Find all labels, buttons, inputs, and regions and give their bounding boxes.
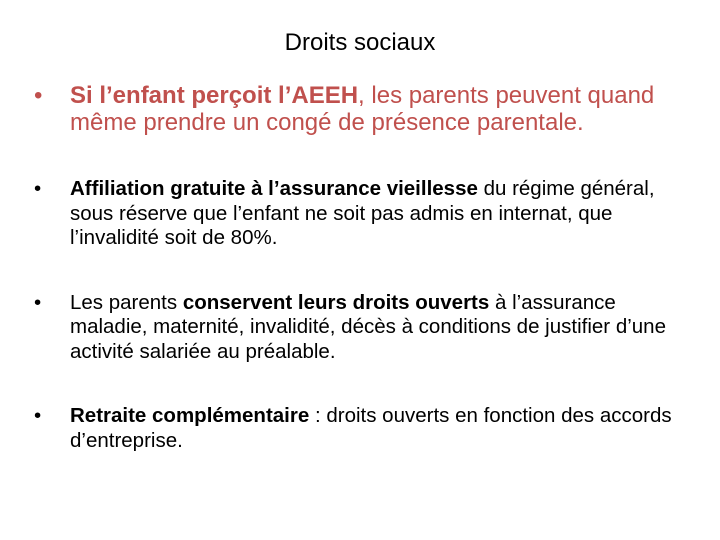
bullet-bold-text: Retraite complémentaire — [70, 404, 310, 427]
bullet-dot-icon: • — [34, 177, 42, 200]
bullet-text: du régime général, sous réserve que l’enfant ne soit pas admis en internat, que l’invalidité soit de 80%. — [70, 177, 655, 249]
slide-title: Droits sociaux — [284, 29, 436, 56]
bullet-retraite — [28, 404, 688, 453]
bullet-dot-icon: • — [34, 290, 42, 314]
bullet-bold-text: conservent leurs droits ouverts — [182, 290, 490, 314]
bullet-text: à l’assurance maladie, maternité, invalidité, décès à conditions de justifier d’une activité salariée au préalable. — [70, 290, 666, 363]
bullet-prefix-text: Les parents — [70, 290, 183, 314]
bullet-dot-icon: • — [34, 82, 43, 109]
bullet-aeeh — [28, 82, 688, 136]
bullet-affiliation — [28, 177, 688, 251]
bullet-dot-icon: • — [34, 404, 42, 427]
bullet-text: , les parents peuvent quand même prendre un congé de présence parentale. — [70, 82, 655, 136]
bullet-text: : droits ouverts en fonction des accords d’entreprise. — [70, 404, 672, 452]
bullet-list — [28, 82, 688, 453]
bullet-bold-text: Affiliation gratuite à l’assurance vieillesse — [70, 177, 478, 200]
bullet-bold-text: Si l’enfant perçoit l’AEEH — [70, 82, 359, 109]
bullet-droits-ouverts — [28, 291, 688, 365]
